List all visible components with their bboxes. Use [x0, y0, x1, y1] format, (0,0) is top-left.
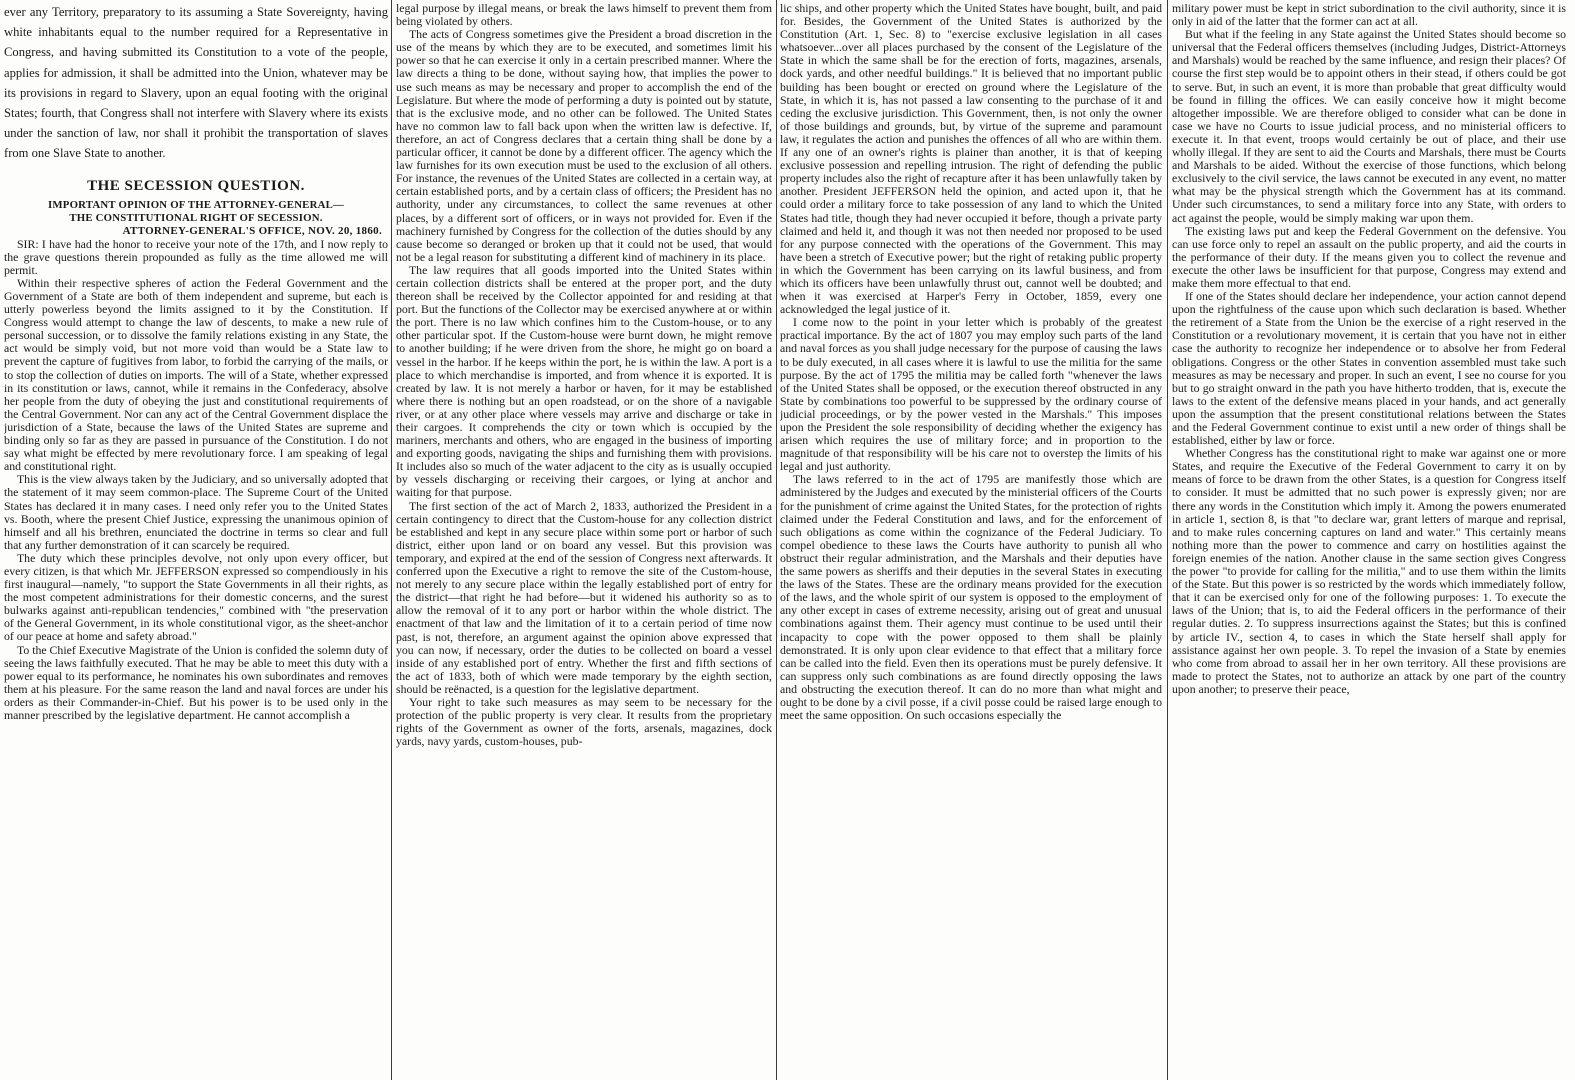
- subheadline: THE CONSTITUTIONAL RIGHT OF SECESSION.: [69, 211, 323, 224]
- column-3: [780, 2, 1162, 1078]
- paragraph: This is the view always taken by the Judiciary, and so universally adopted that the statement of it may seem common-place. The Supreme Court of the United States has declared it in many cases. I need only refer you to the United States vs. Booth, where the present Chief Justice, expressing the unanimous opinion of himself and all his brethren, enunciated the doctrine in terms so clear and full that any further demonstration of it can scarcely be required.: [4, 472, 388, 552]
- paragraph: legal purpose by illegal means, or break the laws himself to prevent them from being violated by others.: [396, 2, 772, 29]
- subheadline: IMPORTANT OPINION OF THE ATTORNEY-GENERAL—: [48, 198, 344, 211]
- paragraph: The duty which these principles devolve, not only upon every officer, but every citizen, is that which Mr. JEFFERSON expressed so compendiously in his first inaugural—namely, "to support the State Governments in all their rights, as the most competent administrations for their domestic concerns, and the surest bulwarks against anti-republican tendencies," combined with "the preservation of the General Government, in its whole constitutional vigor, as the sheet-anchor of our peace at home and safety abroad.": [4, 550, 388, 644]
- dateline: ATTORNEY-GENERAL'S OFFICE, NOV. 20, 1860.: [122, 224, 382, 237]
- paragraph: If one of the States should declare her independence, your action cannot depend upon the rightfulness of the cause upon which such declaration is based. Whether the retirement of a State from the Union be the exercise of a right reserved in the Constitution or a revolutionary movement, it is certain that you have not in either case the authority to recognize her independence or to absolve her from Federal obligations. Congress or the other States in convention assembled must take such measures as may be necessary and proper. In such an event, I see no course for you but to go straight onward in the path you have hitherto trodden, that is, execute the laws to the extent of the defensive means placed in your hands, and act generally upon the assumption that the present constitutional relations between the States and the Federal Government continue to exist until a new order of things shall be established, either by law or force.: [1172, 289, 1566, 448]
- paragraph: The first section of the act of March 2, 1833, authorized the President in a certain contingency to direct that the Custom-house for any collection district be established and kept in any secure place within some port or harbor of such district, either upon land or on board any vessel. But this provision was temporary, and expired at the end of the session of Congress next afterwards. It conferred upon the Executive a right to remove the site of the Custom-house, not merely to any secure place within the legally established port of entry for the district—that right he had before—but it widened his authority so as to allow the removal of it to any port or harbor within the whole district. The enactment of that law and the limitation of it to a certain period of time now past, is not, therefore, an argument against the opinion above expressed that you can now, if necessary, order the duties to be collected on board a vessel inside of any established port of entry. Whether the first and fifth sections of the act of 1833, both of which were made temporary by the eighth section, should be reënacted, is a question for the legislative department.: [396, 498, 772, 696]
- paragraph: Your right to take such measures as may seem to be necessary for the protection of the public property is very clear. It results from the proprietary rights of the Government as owner of the forts, arsenals, magazines, dock yards, navy yards, custom-houses, pub-: [396, 694, 772, 749]
- paragraph: SIR: I have had the honor to receive your note of the 17th, and I now reply to the grave questions therein propounded as fully as the time allowed me will permit.: [4, 236, 388, 277]
- column-rule: [776, 0, 777, 1080]
- paragraph: The laws referred to in the act of 1795 are manifestly those which are administered by the Judges and executed by the ministerial officers of the Courts for the punishment of crime against the United States, for the protection of rights claimed under the Federal Constitution and laws, and for the enforcement of such obligations as come within the cognizance of the Federal Judiciary. To compel obedience to these laws the Courts have authority to punish all who obstruct their regular administration, and the Marshals and their deputies have the same powers as sheriffs and their deputies in the several States in executing the laws of the States. These are the ordinary means provided for the execution of the laws, and the whole spirit of our system is opposed to the employment of any other except in cases of extreme necessity, arising out of great and unusual combinations against them. Their agency must continue to be used until their incapacity to cope with the power opposed to them shall be plainly demonstrated. It is only upon clear evidence to that effect that a military force can be called into the field. Even then its operations must be purely defensive. It can suppress only such combinations as are found directly opposing the laws and obstructing the execution thereof. It can do no more than what might and ought to be done by a civil posse, if a civil posse could be raised large enough to meet the same opposition. On such occasions especially the: [780, 472, 1162, 723]
- paragraph: lic ships, and other property which the United States have bought, built, and paid for. Besides, the Government of the United States is authorized by the Constitution (Art. 1, Sec. 8) to "exercise exclusive legislation in all cases whatsoever...over all places purchased by the consent of the Legislature of the State in which the same shall be for the erection of forts, magazines, arsenals, dock yards, and other needful buildings." It is believed that no important public building has been bought or erected on ground where the Legislature of the State, in which it is, has not passed a law consenting to the purchase of it and ceding the exclusive jurisdiction. This Government, then, is not only the owner of those buildings and grounds, but, by virtue of the supreme and paramount law, it regulates the action and punishes the offences of all who are within them. If any one of an owner's rights is plainer than another, it is that of keeping exclusive possession and repelling intrusion. The right of defending the public property includes also the right of recapture after it has been unlawfully taken by another. President JEFFERSON held the opinion, and acted upon it, that he could order a military force to take possession of any land to which the United States had title, though they had never occupied it before, though a private party claimed and held it, and though it was not then needed nor proposed to be used for any purpose connected with the operations of the Government. This may have been a stretch of Executive power; but the right of retaking public property in which the Government has been carrying on its lawful business, and from which its officers have been unlawfully thrust out, cannot well be doubted; and when it was exercised at Harper's Ferry in October, 1859, every one acknowledged the legal justice of it.: [780, 2, 1162, 317]
- paragraph: military power must be kept in strict subordination to the civil authority, since it is only in aid of the latter that the former can act at all.: [1172, 2, 1566, 29]
- paragraph: The law requires that all goods imported into the United States within certain collection districts shall be entered at the proper port, and the duty thereon shall be received by the Collector appointed for and residing at that port. But the functions of the Collector may be exercised anywhere at or within the port. There is no law which confines him to the Custom-house, or to any other particular spot. If the Custom-house were burnt down, he might remove to another building; if he were driven from the shore, he might go on board a vessel in the harbor. If he keeps within the port, he is within the law. A port is a place to which merchandise is imported, and from whence it is exported. It is created by law. It is not merely a harbor or haven, for it may be established where there is nothing but an open roadstead, or on the shore of a navigable river, or at any other place where vessels may arrive and discharge or take in their cargoes. It comprehends the city or town which is occupied by the mariners, merchants and others, who are engaged in the business of importing and exporting goods, navigating the ships and furnishing them with provisions. It includes also so much of the water adjacent to the city as is usually occupied by vessels discharging or receiving their cargoes, or lying at anchor and waiting for that purpose.: [396, 262, 772, 500]
- paragraph: I come now to the point in your letter which is probably of the greatest practical importance. By the act of 1807 you may employ such parts of the land and naval forces as you shall judge necessary for the purpose of causing the laws to be duly executed, in all cases where it is lawful to use the militia for the same purpose. By the act of 1795 the militia may be called forth "whenever the laws of the United States shall be opposed, or the execution thereof obstructed in any State by combinations too powerful to be suppressed by the ordinary course of judicial proceedings, or by the power vested in the Marshals." This imposes upon the President the sole responsibility of deciding whether the exigency has arisen which requires the use of military force; and in proportion to the magnitude of that responsibility will be his care not to overstep the limits of his legal and just authority.: [780, 315, 1162, 474]
- column-rule: [391, 0, 392, 1080]
- column-4: [1172, 2, 1566, 1078]
- paragraph: Within their respective spheres of action the Federal Government and the Government of a State are both of them independent and supreme, but each is utterly powerless beyond the limits assigned to it by the Constitution. If Congress would attempt to change the law of descents, to make a new rule of personal succession, or to dissolve the family relations existing in any State, the act would be simply void, but not more void than would be a State law to prevent the capture of fugitives from labor, to forbid the carrying of the mails, or to stop the collection of duties on imports. The will of a State, whether expressed in its constitution or laws, cannot, while it remains in the Confederacy, absolve her people from the duty of obeying the just and constitutional requirements of the Central Government. Nor can any act of the Central Government displace the jurisdiction of a State, because the laws of the United States are supreme and binding only so far as they are passed in pursuance of the Constitution. I do not say what might be effected by mere revolutionary force. I am speaking of legal and constitutional right.: [4, 275, 388, 474]
- column-rule: [1167, 0, 1168, 1080]
- intro-paragraph: ever any Territory, preparatory to its assuming a State Sovereignty, having white inhabitants equal to the number required for a Representative in Congress, and having submitted its Constitution to a vote of the people, applies for admission, it shall be admitted into the Union, whatever may be its provisions in regard to Slavery, upon an equal footing with the original States; fourth, that Congress shall not interfere with Slavery where its exists under the sanction of law, nor shall it prohibit the transportation of slaves from one Slave State to another.: [4, 5, 388, 161]
- column-2: [396, 2, 772, 1078]
- paragraph: The existing laws put and keep the Federal Government on the defensive. You can use force only to repel an assault on the public property, and aid the courts in the performance of their duty. If the means given you to collect the revenue and execute the other laws be insufficient for that purpose, Congress may extend and make them more effectual to that end.: [1172, 223, 1566, 290]
- paragraph: Whether Congress has the constitutional right to make war against one or more States, and require the Executive of the Federal Government to carry it on by means of force to be drawn from the other States, is a question for Congress itself to consider. It must be admitted that no such power is expressly given; nor are there any words in the Constitution which imply it. Among the powers enumerated in article 1, section 8, is that "to declare war, grant letters of marque and reprisal, and to make rules concerning captures on land and water." This certainly means nothing more than the power to commence and carry on hostilities against the foreign enemies of the nation. Another clause in the same section gives Congress the power "to provide for calling for the militia," and to use them within the limits of the State. But this power is so restricted by the words which immediately follow, that it can be exercised only for one of the following purposes: 1. To execute the laws of the Union; that is, to aid the Federal officers in the performance of their regular duties. 2. To suppress insurrections against the States; but this is confined by article IV., section 4, to cases in which the State herself shall apply for assistance against her own people. 3. To repel the invasion of a State by enemies who come from abroad to assail her in her own territory. All these provisions are made to protect the States, not to authorize an attack by one part of the country upon another; to preserve their peace,: [1172, 446, 1566, 696]
- paragraph: But what if the feeling in any State against the United States should become so universal that the Federal officers themselves (including Judges, District-Attorneys and Marshals) would be reached by the same influence, and resign their places? Of course the first step would be to appoint others in their stead, if others could be got to serve. But, in such an event, it is more than probable that great difficulty would be found in filling the offices. We can easily conceive how it might become altogether impossible. We are therefore obliged to consider what can be done in case we have no Courts to issue judicial process, and no ministerial officers to execute it. In that event, troops would certainly be out of place, and their use wholly illegal. If they are sent to aid the Courts and Marshals, there must be Courts and Marshals to be aided. Without the exercise of those functions, which belong exclusively to the civil service, the laws cannot be executed in any event, no matter what may be the physical strength which the Government has at its command. Under such circumstances, to send a military force into any State, with orders to act against the people, would be simply making war upon them.: [1172, 27, 1566, 225]
- paragraph: The acts of Congress sometimes give the President a broad discretion in the use of the means by which they are to be executed, and sometimes limit his power so that he can exercise it only in a certain prescribed manner. Where the law directs a thing to be done, without saying how, that implies the power to use such means as may be necessary and proper to accomplish the end of the Legislature. But where the mode of performing a duty is pointed out by statute, that is the exclusive mode, and no other can be followed. The United States have no common law to fall back upon when the written law is defective. If, therefore, an act of Congress declares that a certain thing shall be done by a particular officer, it cannot be done by a different officer. The agency which the law furnishes for its own execution must be used to the exclusion of all others. For instance, the revenues of the United States are collected in a certain way, at certain established ports, and by a certain class of officers; the President has no authority, under any circumstances, to collect the same revenues at other places, by a different sort of officers, or in ways not provided for. Even if the machinery furnished by Congress for the collection of the duties should by any cause become so deranged or broken up that it could not be used, that would not be a legal reason for substituting a different kind of machinery in its place.: [396, 27, 772, 264]
- column-1: [4, 2, 388, 1078]
- paragraph: To the Chief Executive Magistrate of the Union is confided the solemn duty of seeing the laws faithfully executed. That he may be able to meet this duty with a power equal to its performance, he nominates his own subordinates and removes them at his pleasure. For the same reason the land and naval forces are under his orders as their Commander-in-Chief. But his power is to be used only in the manner prescribed by the legislative department. He cannot accomplish a: [4, 642, 388, 722]
- headline: THE SECESSION QUESTION.: [87, 177, 305, 194]
